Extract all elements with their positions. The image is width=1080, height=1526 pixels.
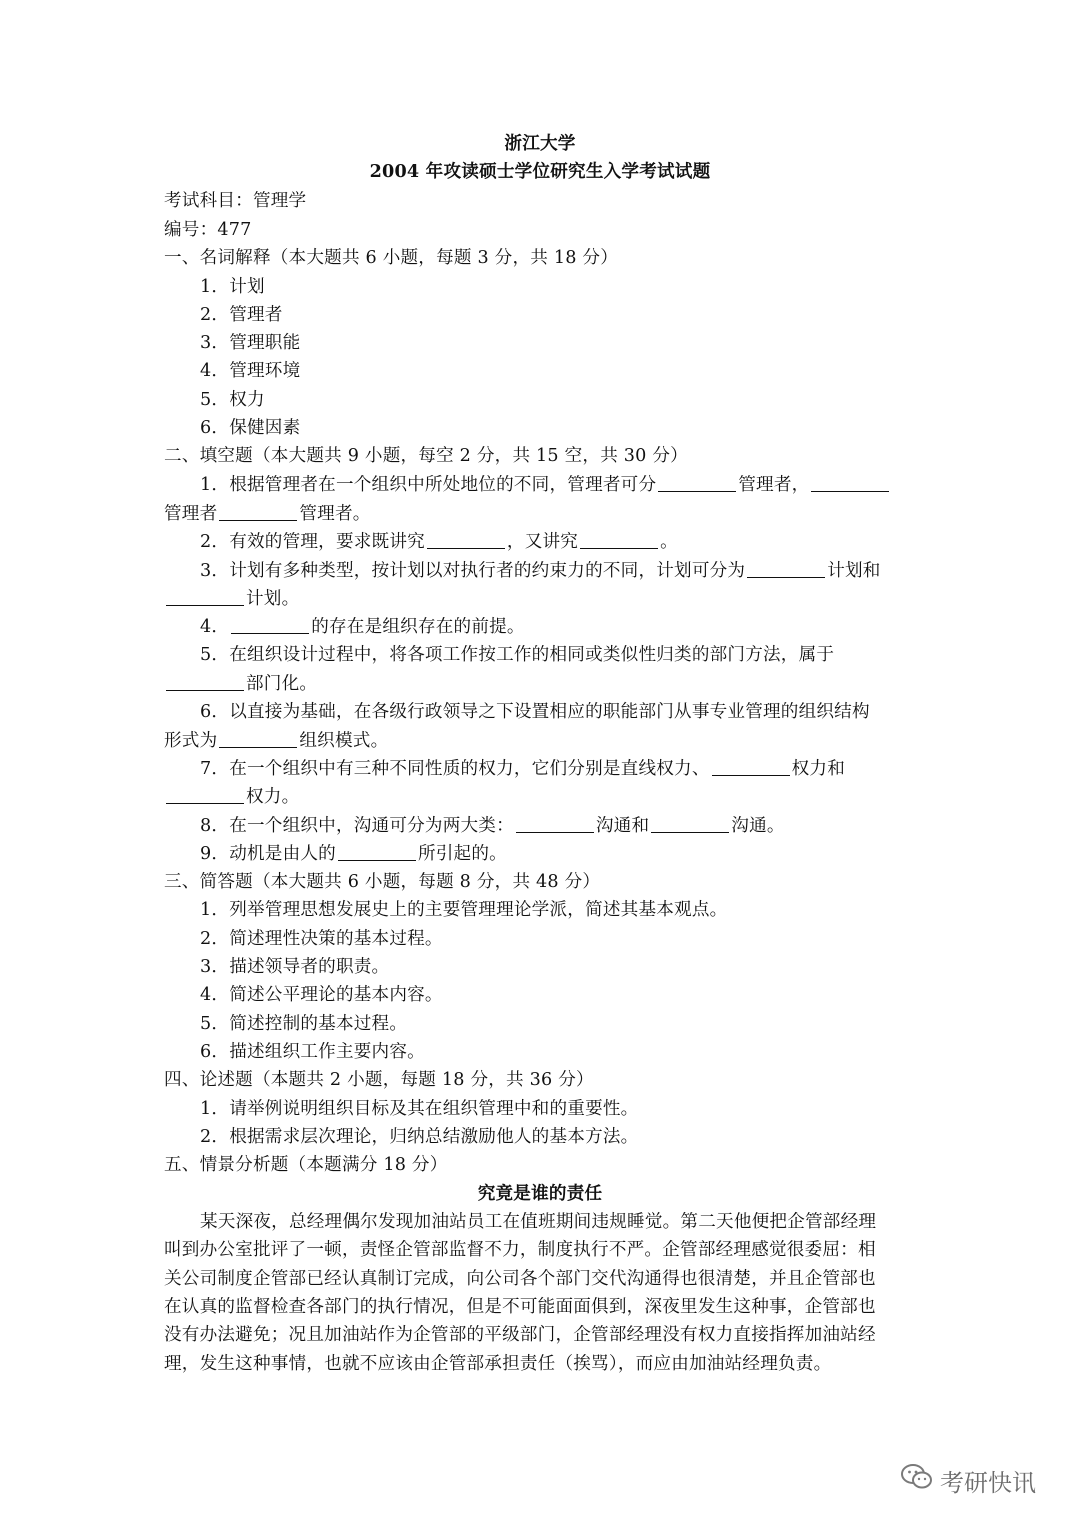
answer-blank <box>811 473 889 492</box>
answer-blank <box>658 473 736 492</box>
fill-question-7: 7．在一个组织中有三种不同性质的权力，它们分别是直线权力、 权力和 <box>200 759 846 779</box>
list-item: 5．权力 <box>200 390 265 410</box>
answer-blank <box>516 814 594 833</box>
wechat-icon <box>900 1462 934 1498</box>
case-paragraph-line: 叫到办公室批评了一顿，责怪企管部监督不力，制度执行不严。企管部经理感觉很委屈：相 <box>164 1240 876 1260</box>
list-item: 1．计划 <box>200 277 265 297</box>
section1-title: 一、名词解释（本大题共 6 小题，每题 3 分，共 18 分） <box>164 248 619 268</box>
answer-blank <box>219 729 297 748</box>
fill-question-9: 9．动机是由人的 所引起的。 <box>200 844 507 864</box>
list-item: 3．描述领导者的职责。 <box>200 957 390 977</box>
section3-title: 三、简答题（本大题共 6 小题，每题 8 分，共 48 分） <box>164 872 601 892</box>
section4-title: 四、论述题（本题共 2 小题，每题 18 分，共 36 分） <box>164 1070 594 1090</box>
exam-code: 编号：477 <box>164 220 252 240</box>
watermark-text: 考研快讯 <box>940 1468 1036 1497</box>
exam-subject: 考试科目：管理学 <box>164 191 307 211</box>
list-item: 4．管理环境 <box>200 361 301 381</box>
fill-question-6-cont: 形式为 组织模式。 <box>164 731 389 751</box>
case-paragraph-line: 理，发生这种事情，也就不应该由企管部承担责任（挨骂），而应由加油站经理负责。 <box>164 1354 832 1374</box>
fill-question-1-cont: 管理者 管理者。 <box>164 504 371 524</box>
case-paragraph-line: 在认真的监督检查各部门的执行情况，但是不可能面面俱到，深夜里发生这种事，企管部也 <box>164 1297 876 1317</box>
list-item: 1．请举例说明组织目标及其在组织管理中和的重要性。 <box>200 1099 639 1119</box>
fill-question-5-cont: 部门化。 <box>164 672 317 696</box>
list-item: 2．简述理性决策的基本过程。 <box>200 929 443 949</box>
answer-blank <box>166 785 244 804</box>
fill-question-1: 1．根据管理者在一个组织中所处地位的不同，管理者可分 管理者， <box>200 473 891 497</box>
fill-question-3: 3．计划有多种类型，按计划以对执行者的约束力的不同，计划可分为 计划和 <box>200 561 881 581</box>
exam-title: 2004 年攻读硕士学位研究生入学考试试题 <box>369 161 711 182</box>
answer-blank <box>747 559 825 578</box>
watermark <box>900 1458 1036 1502</box>
answer-blank <box>427 530 505 549</box>
list-item: 3．管理职能 <box>200 333 301 353</box>
list-item: 5．简述控制的基本过程。 <box>200 1014 408 1034</box>
answer-blank <box>219 502 297 521</box>
answer-blank <box>231 615 309 634</box>
section5-title: 五、情景分析题（本题满分 18 分） <box>164 1155 448 1175</box>
case-paragraph-line: 没有办法避免；况且加油站作为企管部的平级部门，企管部经理没有权力直接指挥加油站经 <box>164 1325 876 1345</box>
fill-question-8: 8．在一个组织中，沟通可分为两大类： 沟通和 沟通。 <box>200 816 785 836</box>
fill-question-3-cont: 计划。 <box>164 587 299 611</box>
list-item: 1．列举管理思想发展史上的主要管理理论学派，简述其基本观点。 <box>200 900 728 920</box>
answer-blank <box>651 814 729 833</box>
answer-blank <box>166 672 244 691</box>
list-item: 6．保健因素 <box>200 418 301 438</box>
list-item: 2．管理者 <box>200 305 283 325</box>
answer-blank <box>580 530 658 549</box>
list-item: 4．简述公平理论的基本内容。 <box>200 985 443 1005</box>
fill-question-4: 4． 的存在是组织存在的前提。 <box>200 617 525 637</box>
fill-question-7-cont: 权力。 <box>164 785 299 809</box>
list-item: 6．描述组织工作主要内容。 <box>200 1042 425 1062</box>
case-paragraph-line: 某天深夜，总经理偶尔发现加油站员工在值班期间违规睡觉。第二天他便把企管部经理 <box>200 1212 877 1232</box>
case-paragraph-line: 关公司制度企管部已经认真制订完成，向公司各个部门交代沟通得也很清楚，并且企管部也 <box>164 1269 876 1289</box>
list-item: 2．根据需求层次理论，归纳总结激励他人的基本方法。 <box>200 1127 639 1147</box>
case-title: 究竟是谁的责任 <box>477 1183 603 1204</box>
fill-question-6: 6．以直接为基础，在各级行政领导之下设置相应的职能部门从事专业管理的组织结构 <box>200 702 870 722</box>
university-title: 浙江大学 <box>504 133 576 154</box>
answer-blank <box>338 842 416 861</box>
fill-question-5: 5．在组织设计过程中，将各项工作按工作的相同或类似性归类的部门方法，属于 <box>200 645 835 665</box>
answer-blank <box>712 757 790 776</box>
section2-title: 二、填空题（本大题共 9 小题，每空 2 分，共 15 空，共 30 分） <box>164 446 688 466</box>
fill-question-2: 2．有效的管理，要求既讲究 ，又讲究 。 <box>200 532 678 552</box>
answer-blank <box>166 587 244 606</box>
